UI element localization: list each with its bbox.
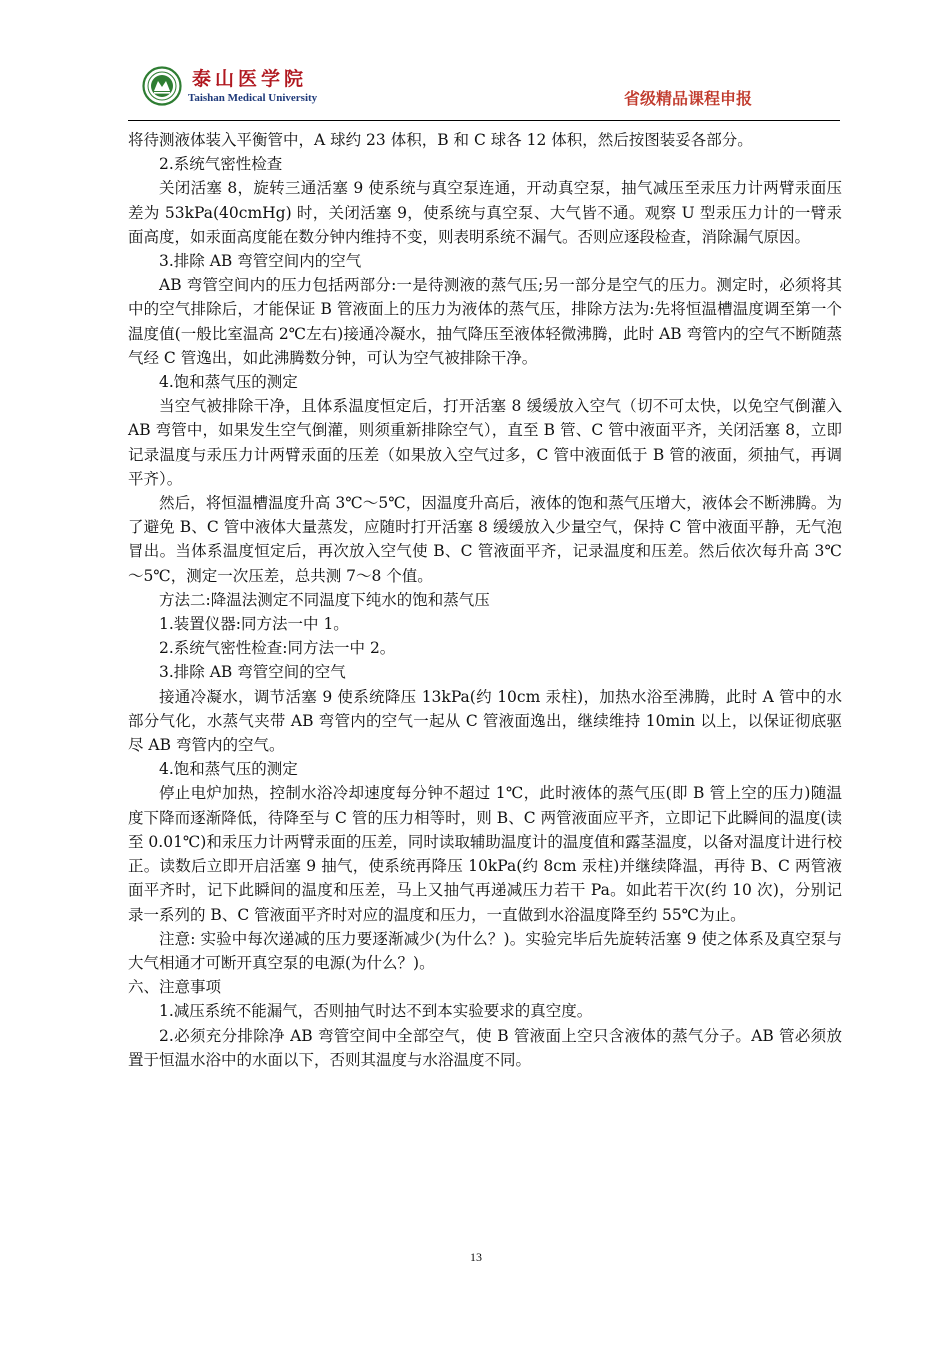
header-divider bbox=[128, 120, 840, 121]
body-paragraph: 然后，将恒温槽温度升高 3℃～5℃，因温度升高后，液体的饱和蒸气压增大，液体会不断沸腾。为了避免 B、C 管中液体大量蒸发，应随时打开活塞 8 缓缓放入少量空气，保持 C 管中液面平静，无气泡冒出。当体系温度恒定后，再次放入空气使 B、C 管液面平齐，记录温度和压差。然后依次每升高 3℃～5℃，测定一次压差，总共测 7～8 个值。 bbox=[128, 494, 842, 585]
body-paragraph: 关闭活塞 8，旋转三通活塞 9 使系统与真空泵连通，开动真空泵，抽气减压至汞压力计两臂汞面压差为 53kPa(40cmHg) 时，关闭活塞 9，使系统与真空泵、大气皆不通。观察 U 型汞压力计的一臂汞面高度，如汞面高度能在数分钟内维持不变，则表明系统不漏气。否则应逐段检查，消除漏气原因。 bbox=[128, 179, 842, 246]
body-paragraph: 1.装置仪器:同方法一中 1。 bbox=[159, 615, 349, 634]
body-paragraph: 4.饱和蒸气压的测定 bbox=[159, 760, 298, 779]
body-paragraph: 3.排除 AB 弯管空间的空气 bbox=[159, 663, 346, 682]
page-header bbox=[128, 62, 840, 122]
body-paragraph: 将待测液体装入平衡管中，A 球约 23 体积，B 和 C 球各 12 体积，然后按图装妥各部分。 bbox=[128, 131, 753, 149]
body-paragraph: 注意: 实验中每次递减的压力要逐渐减少(为什么？)。实验完毕后先旋转活塞 9 使之体系及真空泵与大气相通才可断开真空泵的电源(为什么？)。 bbox=[128, 929, 842, 972]
page-number: 13 bbox=[470, 1250, 482, 1264]
university-seal-icon bbox=[142, 66, 182, 106]
body-paragraph: 停止电炉加热，控制水浴冷却速度每分钟不超过 1℃，此时液体的蒸气压(即 B 管上空的压力)随温度下降而逐渐降低，待降至与 C 管的压力相等时，则 B、C 两管液面应平齐，立即记下此瞬间的温度(读至 0.01℃)和汞压力计两臂汞面的压差，同时读取辅助温度计的温度值和露茎温度，以备对温度计进行校正。读数后立即开启活塞 9 抽气，使系统再降压 10kPa(约 8cm 汞柱)并继续降温，再待 B、C 两管液面平齐时，记下此瞬间的温度和压差，马上又抽气再递减压力若干 Pa。如此若干次(约 10 次)，分别记录一系列的 B、C 管液面平齐时对应的温度和压力，一直做到水浴温度降至约 55℃为止。 bbox=[128, 784, 842, 924]
course-application-tag: 省级精品课程申报 bbox=[623, 89, 752, 108]
body-paragraph: 方法二:降温法测定不同温度下纯水的饱和蒸气压 bbox=[159, 590, 490, 609]
body-paragraph: 接通冷凝水，调节活塞 9 使系统降压 13kPa(约 10cm 汞柱)，加热水浴至沸腾，此时 A 管中的水部分气化，水蒸气夹带 AB 弯管内的空气一起从 C 管液面逸出，继续维持 10min 以上，以保证彻底驱尽 AB 弯管内的空气。 bbox=[128, 687, 842, 755]
body-paragraph: 2.系统气密性检查 bbox=[159, 155, 283, 174]
body-paragraph: 3.排除 AB 弯管空间内的空气 bbox=[159, 252, 362, 271]
university-name-cn: 泰山医学院 bbox=[192, 68, 308, 90]
body-paragraph: 4.饱和蒸气压的测定 bbox=[159, 373, 298, 392]
body-paragraph: 当空气被排除干净，且体系温度恒定后，打开活塞 8 缓缓放入空气（切不可太快，以免空气倒灌入 AB 弯管中，如果发生空气倒灌，则须重新排除空气），直至 B 管、C 管中液面平齐，关闭活塞 8，立即记录温度与汞压力计两臂汞面的压差（如果放入空气过多，C 管中液面低于 B 管的液面，须抽气，再调平齐）。 bbox=[128, 397, 842, 488]
university-name-en: Taishan Medical University bbox=[188, 92, 318, 104]
body-paragraph: 2.必须充分排除净 AB 弯管空间中全部空气，使 B 管液面上空只含液体的蒸气分子。AB 管必须放置于恒温水浴中的水面以下，否则其温度与水浴温度不同。 bbox=[128, 1026, 842, 1069]
body-paragraph: AB 弯管空间内的压力包括两部分:一是待测液的蒸气压;另一部分是空气的压力。测定时，必须将其中的空气排除后，才能保证 B 管液面上的压力为液体的蒸气压，排除方法为:先将恒温槽温度调至第一个温度值(一般比室温高 2℃左右)接通冷凝水，抽气降压至液体轻微沸腾，此时 AB 弯管内的空气不断随蒸气经 C 管逸出，如此沸腾数分钟，可认为空气被排除干净。 bbox=[128, 276, 842, 367]
body-paragraph: 1.减压系统不能漏气，否则抽气时达不到本实验要求的真空度。 bbox=[159, 1002, 593, 1021]
document-body bbox=[128, 128, 842, 1072]
body-paragraph: 2.系统气密性检查:同方法一中 2。 bbox=[159, 639, 396, 658]
section-heading: 六、注意事项 bbox=[128, 978, 222, 997]
